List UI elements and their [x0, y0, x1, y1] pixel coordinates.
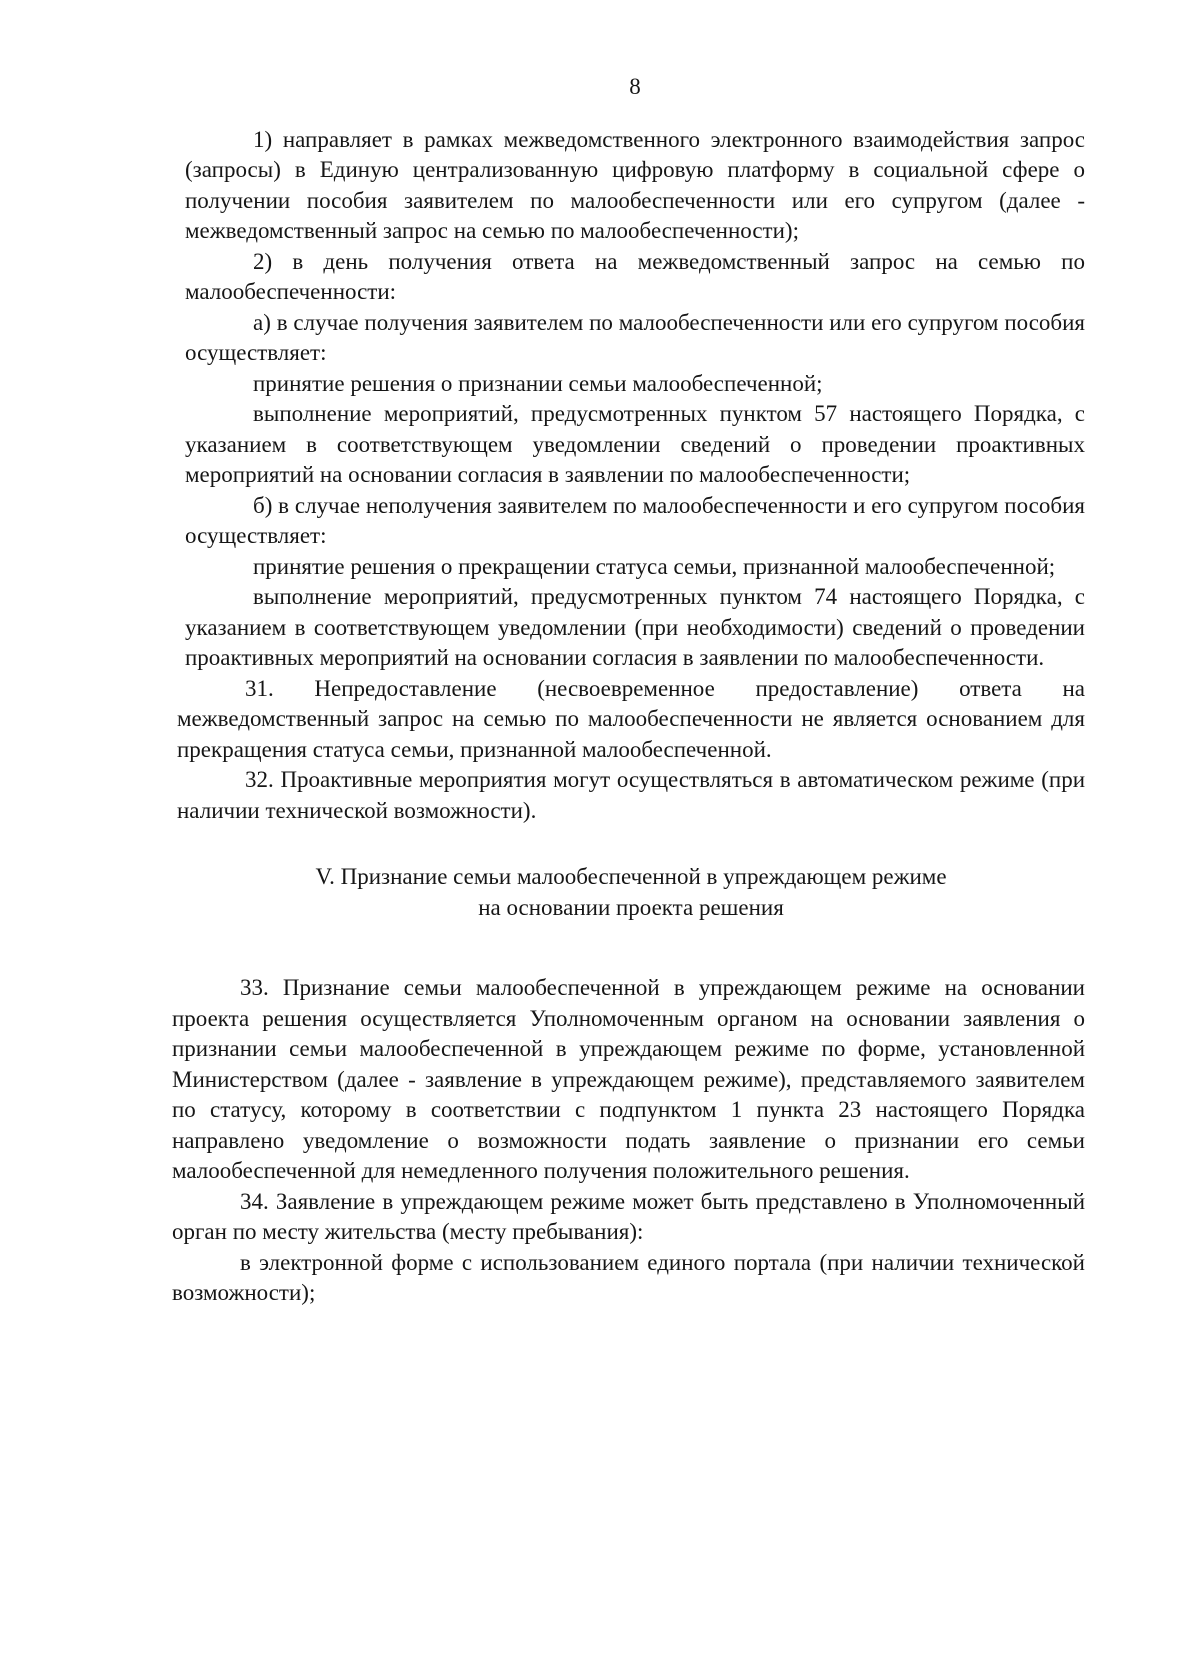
- paragraph: 31. Непредоставление (несвоевременное предоставление) ответа на межведомственный запрос на семью по малообеспеченности не является основанием для прекращения статуса семьи, признанной малообеспеченной.: [177, 675, 1085, 762]
- paragraph: принятие решения о признании семьи малообеспеченной;: [253, 370, 823, 396]
- paragraph: б) в случае неполучения заявителем по малообеспеченности и его супругом пособия осуществляет:: [185, 492, 1085, 548]
- paragraph: 1) направляет в рамках межведомственного электронного взаимодействия запрос (запросы) в Единую централизованную цифровую платформу в социальной сфере о получении пособия заявителем по малообеспеченности или его супругом (далее - межведомственный запрос на семью по малообеспеченности);: [185, 126, 1085, 243]
- paragraph-subgroup: [177, 674, 1085, 827]
- paragraph-group-top: [177, 125, 1085, 827]
- section-heading-line-1: V. Признание семьи малообеспеченной в упреждающем режиме: [315, 864, 947, 889]
- paragraph: принятие решения о прекращении статуса семьи, признанной малообеспеченной;: [253, 553, 1056, 579]
- paragraph: в электронной форме с использованием единого портала (при наличии технической возможности);: [172, 1249, 1085, 1305]
- paragraph: выполнение мероприятий, предусмотренных пунктом 57 настоящего Порядка, с указанием в соответствующем уведомлении сведений о проведении проактивных мероприятий на основании согласия в заявлении по малообеспеченности;: [185, 401, 1085, 487]
- section-heading-line-2: на основании проекта решения: [478, 894, 784, 920]
- section-heading: [177, 862, 1085, 923]
- paragraph: выполнение мероприятий, предусмотренных пунктом 74 настоящего Порядка, с указанием в соответствующем уведомлении (при необходимости) сведений о проведении проактивных мероприятий на основании согласия в заявлении по малообеспеченности.: [185, 584, 1085, 670]
- paragraph: 33. Признание семьи малообеспеченной в упреждающем режиме на основании проекта решения осуществляется Уполномоченным органом на основании заявления о признании семьи малообеспеченной в упреждающем режиме по форме, установленной Министерством (далее - заявление в упреждающем режиме), представляемого заявителем по статусу, которому в соответствии с подпунктом 1 пункта 23 настоящего Порядка направлено уведомление о возможности подать заявление о признании его семьи малообеспеченной для немедленного получения положительного решения.: [172, 975, 1085, 1183]
- paragraph: 34. Заявление в упреждающем режиме может быть представлено в Уполномоченный орган по месту жительства (месту пребывания):: [172, 1188, 1085, 1244]
- paragraph-group-bottom: [172, 973, 1085, 1309]
- paragraph: 2) в день получения ответа на межведомственный запрос на семью по малообеспеченности:: [185, 248, 1085, 304]
- paragraph: 32. Проактивные мероприятия могут осуществляться в автоматическом режиме (при наличии технической возможности).: [177, 767, 1085, 823]
- page-number: 8: [629, 74, 641, 99]
- paragraph: а) в случае получения заявителем по малообеспеченности или его супругом пособия осуществляет:: [185, 309, 1085, 365]
